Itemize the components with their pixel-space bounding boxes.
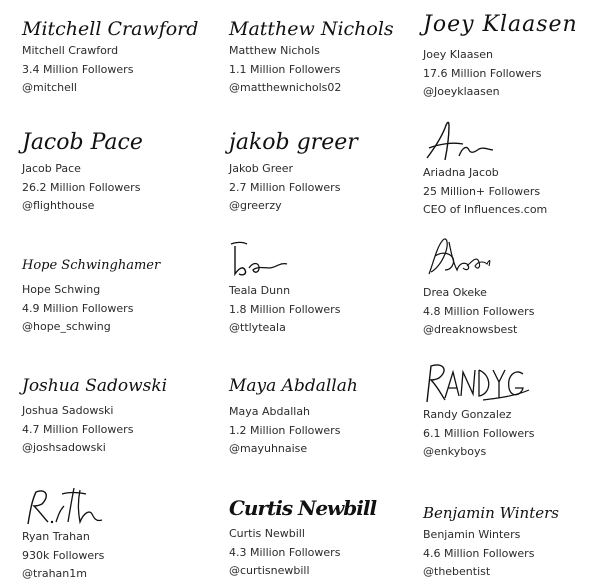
- signature-text: Curtis Newbill: [229, 496, 377, 520]
- influencer-handle: @greerzy: [229, 199, 282, 212]
- signature-text: jakob greer: [229, 130, 358, 155]
- influencer-name: Joshua Sadowski: [22, 404, 114, 417]
- follower-count: 1.8 Million Followers: [229, 302, 341, 316]
- influencer-handle: @dreaknowsbest: [423, 323, 518, 336]
- follower-count: 1.1 Million Followers: [229, 62, 341, 76]
- follower-count: 930k Followers: [22, 548, 105, 562]
- influencer-name: Matthew Nichols: [229, 44, 320, 57]
- influencer-handle: @curtisnewbill: [229, 564, 310, 577]
- influencer-card: [22, 254, 212, 364]
- influencer-card: [22, 484, 212, 588]
- influencer-name: Jakob Greer: [229, 162, 294, 175]
- influencer-card: [229, 374, 419, 484]
- signature: [423, 8, 598, 48]
- influencer-card: [22, 128, 212, 238]
- influencer-name: Randy Gonzalez: [423, 408, 512, 421]
- influencer-handle: @matthewnichols02: [229, 81, 342, 94]
- influencer-card: [229, 238, 419, 348]
- influencer-card: [423, 116, 598, 226]
- signature-text: Jacob Pace: [22, 130, 143, 155]
- signature: [423, 234, 598, 274]
- signature-text: Maya Abdallah: [229, 376, 358, 396]
- influencer-handle: @joshsadowski: [22, 441, 106, 454]
- handwritten-signature-teala: [229, 238, 299, 280]
- follower-count: 26.2 Million Followers: [22, 180, 141, 194]
- influencer-handle: @Joeyklaasen: [423, 85, 500, 98]
- influencer-card: [423, 234, 598, 344]
- influencer-card: [423, 502, 598, 588]
- signature: [423, 116, 598, 156]
- influencer-name: Benjamin Winters: [423, 528, 521, 541]
- signature-text: Matthew Nichols: [229, 18, 394, 40]
- influencer-handle: @mitchell: [22, 81, 77, 94]
- influencer-handle: @mayuhnaise: [229, 442, 308, 455]
- influencer-handle: CEO of Influences.com: [423, 203, 548, 216]
- follower-count: 4.8 Million Followers: [423, 304, 535, 318]
- follower-count: 17.6 Million Followers: [423, 66, 542, 80]
- signature-text: Benjamin Winters: [423, 504, 559, 522]
- signature: [423, 358, 598, 398]
- influencer-name: Ryan Trahan: [22, 530, 90, 543]
- influencer-name: Drea Okeke: [423, 286, 487, 299]
- influencer-card: [22, 14, 212, 124]
- influencer-name: Joey Klaasen: [423, 48, 493, 61]
- influencer-handle: @hope_schwing: [22, 320, 111, 333]
- influencer-card: [423, 8, 598, 118]
- signature-text: Joshua Sadowski: [22, 376, 168, 396]
- follower-count: 4.6 Million Followers: [423, 546, 535, 560]
- follower-count: 2.7 Million Followers: [229, 180, 341, 194]
- influencer-name: Teala Dunn: [229, 284, 291, 297]
- handwritten-signature-drea: [423, 234, 503, 280]
- follower-count: 1.2 Million Followers: [229, 423, 341, 437]
- signature: [229, 238, 409, 278]
- influencer-name: Ariadna Jacob: [423, 166, 499, 179]
- signature-text: Joey Klaasen: [423, 12, 578, 37]
- handwritten-signature-ryan: [22, 484, 112, 528]
- influencer-card: [229, 128, 419, 238]
- follower-count: 25 Million+ Followers: [423, 184, 541, 198]
- influencer-handle: @flighthouse: [22, 199, 95, 212]
- influencer-name: Mitchell Crawford: [22, 44, 119, 57]
- follower-count: 3.4 Million Followers: [22, 62, 134, 76]
- follower-count: 4.9 Million Followers: [22, 301, 134, 315]
- handwritten-signature-ariadna: [423, 116, 503, 164]
- influencer-name: Maya Abdallah: [229, 405, 311, 418]
- signature-text: Mitchell Crawford: [22, 18, 199, 40]
- signature-text: Hope Schwinghamer: [22, 258, 161, 273]
- influencer-card: [229, 14, 419, 124]
- follower-count: 6.1 Million Followers: [423, 426, 535, 440]
- influencer-name: Jacob Pace: [22, 162, 81, 175]
- follower-count: 4.7 Million Followers: [22, 422, 134, 436]
- influencer-handle: @enkyboys: [423, 445, 487, 458]
- influencer-card: [423, 358, 598, 468]
- signature: [22, 484, 202, 524]
- handwritten-signature-randy: [423, 358, 533, 406]
- influencer-handle: @thebentist: [423, 565, 491, 578]
- follower-count: 4.3 Million Followers: [229, 545, 341, 559]
- influencer-name: Curtis Newbill: [229, 527, 305, 540]
- influencer-name: Hope Schwing: [22, 283, 101, 296]
- influencer-card: [229, 498, 419, 588]
- influencer-handle: @ttlyteala: [229, 321, 286, 334]
- influencer-handle: @trahan1m: [22, 567, 87, 580]
- influencer-card: [22, 374, 212, 484]
